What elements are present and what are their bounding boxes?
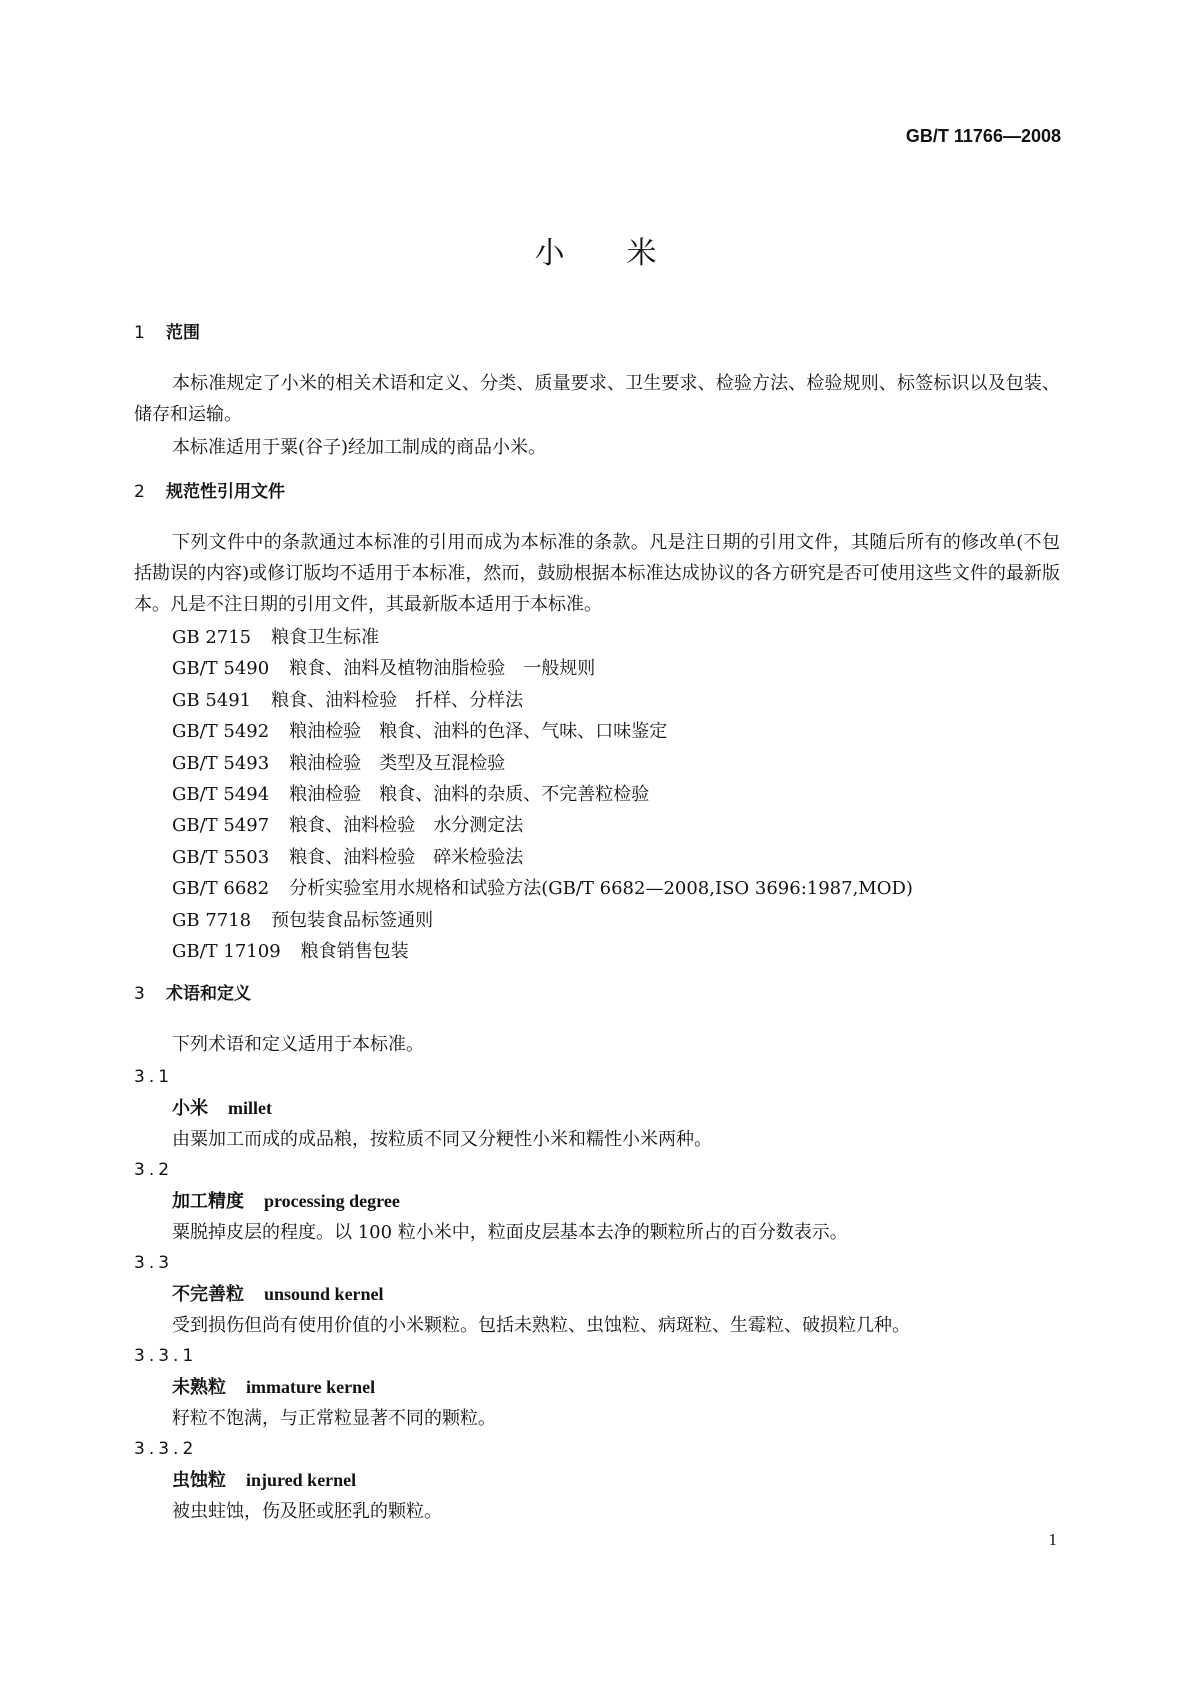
reference-item xyxy=(134,748,1060,779)
reference-item xyxy=(134,905,1060,936)
term-number: 3.3.2 xyxy=(134,1439,198,1460)
document-title: 小米 xyxy=(534,236,719,271)
reference-title: 粮食销售包装 xyxy=(300,941,409,963)
term-en: processing degree xyxy=(264,1191,400,1212)
term-entry xyxy=(134,1248,1060,1341)
reference-title: 预包装食品标签通则 xyxy=(271,909,434,931)
term-en: unsound kernel xyxy=(264,1284,384,1305)
reference-title: 粮油检验 粮食、油料的杂质、不完善粒检验 xyxy=(289,784,650,806)
term-entry xyxy=(134,1155,1060,1248)
term-definition: 由粟加工而成的成品粮，按粒质不同又分粳性小米和糯性小米两种。 xyxy=(172,1129,712,1151)
reference-title: 粮食、油料及植物油脂检验 一般规则 xyxy=(289,658,596,680)
term-zh: 加工精度 xyxy=(172,1191,244,1213)
term-entry xyxy=(134,1062,1060,1155)
term-entry xyxy=(134,1341,1060,1434)
section-title: 范围 xyxy=(166,323,200,343)
term-entry xyxy=(134,1434,1060,1527)
reference-item xyxy=(134,936,1060,967)
document-body xyxy=(134,318,1060,1527)
reference-code: GB/T 5492 xyxy=(172,721,270,743)
reference-code: GB/T 5494 xyxy=(172,784,270,806)
reference-code: GB/T 5497 xyxy=(172,815,270,837)
term-en: injured kernel xyxy=(246,1470,357,1491)
reference-item xyxy=(134,779,1060,810)
reference-code: GB/T 5503 xyxy=(172,846,270,868)
reference-code: GB 2715 xyxy=(172,627,252,648)
reference-title: 分析实验室用水规格和试验方法(GB/T 6682—2008,ISO 3696:1987,MOD) xyxy=(289,878,913,900)
scope-paragraph: 本标准适用于粟(谷子)经加工制成的商品小米。 xyxy=(172,437,547,458)
term-name xyxy=(134,1372,1060,1403)
term-zh: 虫蚀粒 xyxy=(172,1470,226,1492)
reference-title: 粮食、油料检验 水分测定法 xyxy=(289,815,524,837)
reference-code: GB 7718 xyxy=(172,909,252,931)
terms-intro: 下列术语和定义适用于本标准。 xyxy=(172,1034,424,1056)
references-intro: 下列文件中的条款通过本标准的引用而成为本标准的条款。凡是注日期的引用文件，其随后所有的修改单(不包括勘误的内容)或修订版均不适用于本标准，然而，鼓励根据本标准达成协议的各方研究是否可使用这些文件的最新版本。凡是不注日期的引用文件，其最新版本适用于本标准。 xyxy=(134,532,1060,615)
section-number: 1 xyxy=(134,323,145,343)
reference-item xyxy=(134,873,1060,904)
term-zh: 未熟粒 xyxy=(172,1377,226,1399)
section-title: 术语和定义 xyxy=(166,984,251,1005)
term-number: 3.3 xyxy=(134,1253,174,1274)
reference-item xyxy=(134,653,1060,684)
term-definition: 籽粒不饱满，与正常粒显著不同的颗粒。 xyxy=(172,1408,496,1430)
term-name xyxy=(134,1186,1060,1217)
term-zh: 不完善粒 xyxy=(172,1284,244,1306)
reference-code: GB 5491 xyxy=(172,689,252,711)
term-en: millet xyxy=(228,1098,272,1119)
standard-code: GB/T 11766—2008 xyxy=(905,126,1061,146)
reference-item xyxy=(134,622,1060,653)
reference-item xyxy=(134,810,1060,841)
term-name xyxy=(134,1279,1060,1310)
page-number: 1 xyxy=(1048,1530,1057,1549)
term-definition: 受到损伤但尚有使用价值的小米颗粒。包括未熟粒、虫蚀粒、病斑粒、生霉粒、破损粒几种。 xyxy=(172,1315,910,1337)
term-definition: 粟脱掉皮层的程度。以 100 粒小米中，粒面皮层基本去净的颗粒所占的百分数表示。 xyxy=(172,1222,848,1244)
reference-title: 粮食、油料检验 扦样、分样法 xyxy=(271,689,524,711)
term-name xyxy=(134,1093,1060,1124)
section-number: 2 xyxy=(134,482,145,502)
section-title: 规范性引用文件 xyxy=(166,482,285,502)
reference-item xyxy=(134,685,1060,716)
section-number: 3 xyxy=(134,984,145,1005)
term-en: immature kernel xyxy=(246,1377,376,1398)
reference-list xyxy=(134,622,1060,967)
reference-title: 粮油检验 粮食、油料的色泽、气味、口味鉴定 xyxy=(289,721,668,743)
scope-paragraph: 本标准规定了小米的相关术语和定义、分类、质量要求、卫生要求、检验方法、检验规则、标签标识以及包装、储存和运输。 xyxy=(134,373,1060,425)
reference-code: GB/T 17109 xyxy=(172,941,281,963)
term-number: 3.3.1 xyxy=(134,1346,198,1367)
reference-title: 粮食卫生标准 xyxy=(271,627,380,648)
reference-code: GB/T 5493 xyxy=(172,752,270,774)
reference-item xyxy=(134,842,1060,873)
reference-item xyxy=(134,716,1060,747)
term-definition: 被虫蛀蚀，伤及胚或胚乳的颗粒。 xyxy=(172,1501,442,1523)
term-name xyxy=(134,1465,1060,1496)
reference-title: 粮食、油料检验 碎米检验法 xyxy=(289,846,524,868)
term-number: 3.1 xyxy=(134,1067,174,1088)
term-number: 3.2 xyxy=(134,1160,174,1181)
section-heading-normative-references xyxy=(134,477,1060,507)
reference-code: GB/T 6682 xyxy=(172,878,270,900)
term-zh: 小米 xyxy=(172,1098,208,1120)
section-heading-scope xyxy=(134,318,1060,348)
section-heading-terms xyxy=(134,979,1060,1009)
reference-title: 粮油检验 类型及互混检验 xyxy=(289,752,506,774)
reference-code: GB/T 5490 xyxy=(172,658,270,680)
